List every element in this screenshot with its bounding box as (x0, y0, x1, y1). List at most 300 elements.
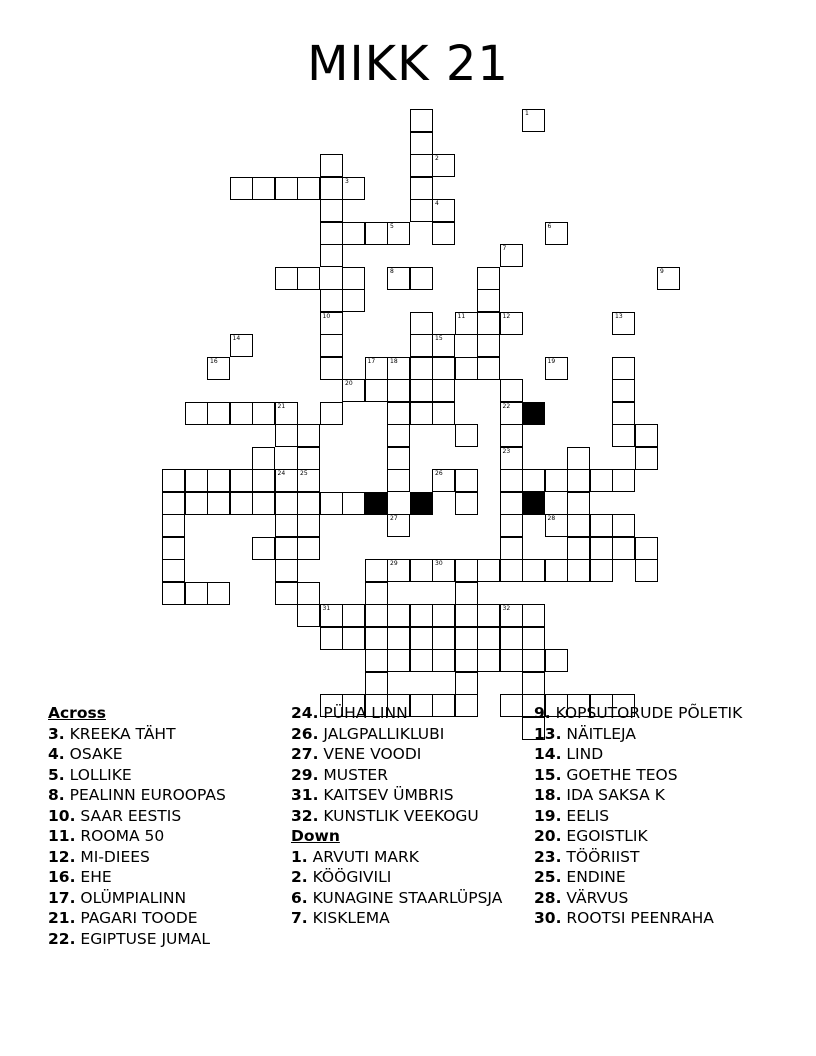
grid-cell[interactable] (522, 559, 545, 582)
clue-item-number: 8. (48, 786, 65, 804)
grid-cell[interactable] (657, 267, 680, 290)
clue-item-number: 21. (48, 909, 76, 927)
grid-cell[interactable] (207, 402, 230, 425)
grid-cell[interactable] (545, 514, 568, 537)
grid-cell[interactable] (500, 469, 523, 492)
grid-cell[interactable] (297, 514, 320, 537)
grid-cell[interactable] (410, 154, 433, 177)
grid-cell[interactable] (500, 559, 523, 582)
clue-item (534, 867, 764, 888)
clue-item (48, 847, 278, 868)
clue-item-text: SAAR EESTIS (75, 806, 182, 825)
clue-item (534, 847, 764, 868)
grid-cell[interactable] (252, 402, 275, 425)
grid-cell[interactable] (432, 379, 455, 402)
grid-cell[interactable] (342, 222, 365, 245)
grid-cell[interactable] (320, 402, 343, 425)
grid-cell[interactable] (567, 492, 590, 515)
clue-item (534, 765, 764, 786)
clue-item-number: 18. (534, 786, 562, 804)
grid-cell[interactable] (320, 244, 343, 267)
grid-cell[interactable] (252, 447, 275, 470)
clue-item-text: PEALINN EUROOPAS (64, 786, 226, 804)
grid-cell[interactable] (635, 447, 658, 470)
block-cell (522, 492, 545, 515)
down-heading: Down (291, 827, 340, 845)
clue-number: 23 (502, 447, 511, 455)
grid-cell[interactable] (410, 627, 433, 650)
clue-item-text: MI-DIEES (75, 847, 150, 866)
grid-cell[interactable] (297, 177, 320, 200)
grid-cell[interactable] (387, 604, 410, 627)
grid-cell[interactable] (387, 447, 410, 470)
grid-cell[interactable] (365, 222, 388, 245)
clue-number: 1 (525, 110, 529, 117)
grid-cell[interactable] (410, 559, 433, 582)
grid-cell[interactable] (455, 672, 478, 695)
clue-item-number: 13. (534, 724, 562, 743)
grid-cell[interactable] (387, 379, 410, 402)
clue-item-text: ROOMA 50 (75, 827, 165, 845)
grid-cell[interactable] (387, 222, 410, 245)
clue-item (48, 826, 278, 847)
clue-item-number: 5. (48, 765, 65, 784)
grid-cell[interactable] (207, 357, 230, 380)
clue-item-text: KISKLEMA (307, 909, 390, 927)
grid-cell[interactable] (612, 357, 635, 380)
grid-cell[interactable] (320, 492, 343, 515)
grid-cell[interactable] (320, 334, 343, 357)
grid-cell[interactable] (387, 559, 410, 582)
grid-cell[interactable] (365, 357, 388, 380)
grid-cell[interactable] (612, 514, 635, 537)
clue-item-text: ENDINE (561, 868, 626, 886)
grid-cell[interactable] (455, 604, 478, 627)
grid-cell[interactable] (500, 379, 523, 402)
clue-item-number: 9. (534, 704, 551, 722)
grid-cell[interactable] (567, 447, 590, 470)
grid-cell[interactable] (297, 537, 320, 560)
grid-cell[interactable] (387, 514, 410, 537)
clue-item-text: GOETHE TEOS (561, 765, 678, 784)
clue-item-number: 1. (291, 847, 308, 866)
grid-cell[interactable] (477, 334, 500, 357)
clue-item-text: EGOISTLIK (561, 827, 648, 845)
grid-cell[interactable] (612, 312, 635, 335)
grid-cell[interactable] (230, 469, 253, 492)
grid-cell[interactable] (545, 559, 568, 582)
grid-cell[interactable] (252, 469, 275, 492)
clue-item-number: 6. (291, 888, 308, 907)
clue-item-number: 14. (534, 745, 562, 763)
clue-number: 3 (345, 177, 349, 185)
grid-cell[interactable] (342, 627, 365, 650)
clue-item-text: ROOTSI PEENRAHA (561, 909, 714, 927)
clue-item-text: VENE VOODI (318, 745, 422, 763)
clue-item (48, 908, 278, 929)
grid-cell[interactable] (410, 402, 433, 425)
grid-cell[interactable] (162, 537, 185, 560)
grid-cell[interactable] (185, 469, 208, 492)
grid-cell[interactable] (500, 244, 523, 267)
clue-item-number: 23. (534, 847, 562, 866)
grid-cell[interactable] (477, 312, 500, 335)
grid-cell[interactable] (252, 177, 275, 200)
grid-cell[interactable] (365, 582, 388, 605)
clue-number: 11 (457, 312, 466, 320)
grid-cell[interactable] (230, 402, 253, 425)
clue-item-number: 3. (48, 724, 65, 743)
clue-item (291, 867, 521, 888)
grid-cell[interactable] (455, 469, 478, 492)
clue-number: 5 (390, 222, 394, 230)
grid-cell[interactable] (522, 604, 545, 627)
grid-cell[interactable] (342, 379, 365, 402)
grid-cell[interactable] (612, 379, 635, 402)
grid-cell[interactable] (500, 312, 523, 335)
grid-cell[interactable] (432, 649, 455, 672)
grid-cell[interactable] (275, 177, 298, 200)
clue-column-1 (48, 703, 278, 949)
grid-cell[interactable] (342, 604, 365, 627)
clue-item-text: KÖÖGIVILI (307, 868, 392, 886)
grid-cell[interactable] (567, 469, 590, 492)
grid-cell[interactable] (455, 582, 478, 605)
clue-item-number: 10. (48, 806, 76, 825)
clue-item (48, 806, 278, 827)
grid-cell[interactable] (365, 379, 388, 402)
clue-number: 30 (435, 560, 443, 567)
clue-item-text: NÄITLEJA (561, 724, 636, 743)
grid-cell[interactable] (365, 627, 388, 650)
grid-cell[interactable] (320, 222, 343, 245)
grid-cell[interactable] (252, 492, 275, 515)
clue-item (291, 847, 521, 868)
grid-cell[interactable] (410, 312, 433, 335)
clue-number: 15 (435, 335, 443, 342)
block-cell (522, 402, 545, 425)
grid-cell[interactable] (455, 312, 478, 335)
grid-cell[interactable] (522, 469, 545, 492)
grid-cell[interactable] (477, 289, 500, 312)
grid-cell[interactable] (635, 537, 658, 560)
grid-cell[interactable] (320, 357, 343, 380)
grid-cell[interactable] (500, 424, 523, 447)
clue-number: 6 (547, 222, 552, 230)
clue-item-number: 28. (534, 888, 562, 907)
grid-cell[interactable] (432, 222, 455, 245)
grid-cell[interactable] (410, 357, 433, 380)
grid-cell[interactable] (477, 604, 500, 627)
grid-cell[interactable] (410, 379, 433, 402)
grid-cell[interactable] (387, 469, 410, 492)
grid-cell[interactable] (410, 604, 433, 627)
clue-item (48, 724, 278, 745)
grid-cell[interactable] (545, 222, 568, 245)
grid-cell[interactable] (590, 469, 613, 492)
grid-cell[interactable] (477, 649, 500, 672)
grid-cell[interactable] (342, 177, 365, 200)
clue-item-number: 24. (291, 704, 319, 722)
grid-cell[interactable] (500, 604, 523, 627)
clue-item-text: VÄRVUS (561, 888, 629, 907)
clue-item-number: 7. (291, 909, 308, 927)
grid-cell[interactable] (162, 492, 185, 515)
clue-number: 17 (367, 357, 376, 365)
grid-cell[interactable] (522, 672, 545, 695)
clue-item-number: 20. (534, 827, 562, 845)
grid-cell[interactable] (207, 492, 230, 515)
puzzle-title: MIKK 21 (307, 36, 509, 92)
grid-cell[interactable] (342, 492, 365, 515)
clue-number: 27 (390, 515, 398, 522)
grid-cell[interactable] (365, 604, 388, 627)
grid-cell[interactable] (410, 177, 433, 200)
clue-number: 7 (502, 245, 507, 252)
clue-item-text: ARVUTI MARK (307, 847, 419, 866)
clue-item (48, 744, 278, 765)
block-cell (365, 492, 388, 515)
clue-item (291, 744, 521, 765)
clue-item-number: 15. (534, 765, 562, 784)
grid-cell[interactable] (455, 559, 478, 582)
grid-cell[interactable] (432, 469, 455, 492)
grid-cell[interactable] (342, 267, 365, 290)
clue-item (534, 826, 764, 847)
clue-item (291, 765, 521, 786)
clue-item (534, 785, 764, 806)
clue-item-text: KREEKA TÄHT (64, 724, 176, 743)
grid-cell[interactable] (500, 492, 523, 515)
clue-item-number: 31. (291, 786, 319, 804)
grid-cell[interactable] (612, 469, 635, 492)
grid-cell[interactable] (365, 672, 388, 695)
clue-item (48, 867, 278, 888)
grid-cell[interactable] (185, 492, 208, 515)
clue-number: 24 (277, 470, 286, 477)
clue-column-3 (534, 703, 764, 929)
grid-cell[interactable] (387, 649, 410, 672)
grid-cell[interactable] (477, 627, 500, 650)
clue-column-2 (291, 703, 521, 929)
grid-cell[interactable] (297, 492, 320, 515)
grid-cell[interactable] (297, 582, 320, 605)
grid-cell[interactable] (590, 559, 613, 582)
grid-cell[interactable] (500, 649, 523, 672)
grid-cell[interactable] (320, 289, 343, 312)
clue-item (534, 744, 764, 765)
clue-number: 26 (435, 470, 443, 477)
grid-cell[interactable] (567, 514, 590, 537)
grid-cell[interactable] (545, 357, 568, 380)
grid-cell[interactable] (522, 649, 545, 672)
grid-cell[interactable] (477, 357, 500, 380)
grid-cell[interactable] (275, 582, 298, 605)
grid-cell[interactable] (297, 267, 320, 290)
clue-item (291, 806, 521, 827)
grid-cell[interactable] (275, 424, 298, 447)
grid-cell[interactable] (500, 514, 523, 537)
grid-cell[interactable] (387, 267, 410, 290)
grid-cell[interactable] (387, 424, 410, 447)
grid-cell[interactable] (500, 447, 523, 470)
grid-cell[interactable] (635, 424, 658, 447)
grid-cell[interactable] (275, 402, 298, 425)
clue-item-text: KAITSEV ÜMBRIS (318, 786, 454, 804)
grid-cell[interactable] (477, 267, 500, 290)
grid-cell[interactable] (320, 177, 343, 200)
grid-cell[interactable] (387, 357, 410, 380)
grid-cell[interactable] (365, 559, 388, 582)
grid-cell[interactable] (207, 469, 230, 492)
clue-item-text: LOLLIKE (64, 765, 132, 784)
clue-item-text: LIND (561, 745, 604, 763)
clue-number: 25 (300, 470, 308, 477)
clue-number: 21 (277, 402, 286, 410)
grid-cell[interactable] (477, 559, 500, 582)
grid-cell[interactable] (162, 559, 185, 582)
grid-cell[interactable] (410, 199, 433, 222)
clue-item-number: 32. (291, 806, 319, 825)
grid-cell[interactable] (612, 424, 635, 447)
grid-cell[interactable] (387, 402, 410, 425)
grid-cell[interactable] (207, 582, 230, 605)
grid-cell[interactable] (410, 649, 433, 672)
clue-number: 9 (660, 267, 664, 275)
grid-cell[interactable] (162, 514, 185, 537)
clue-item-number: 22. (48, 929, 76, 948)
clue-number: 13 (615, 312, 623, 320)
clue-item (48, 929, 278, 950)
grid-cell[interactable] (612, 402, 635, 425)
clue-number: 2 (435, 155, 439, 162)
clue-number: 4 (435, 200, 439, 207)
grid-cell[interactable] (275, 537, 298, 560)
clue-item (291, 888, 521, 909)
grid-cell[interactable] (612, 537, 635, 560)
grid-cell[interactable] (567, 559, 590, 582)
grid-cell[interactable] (500, 402, 523, 425)
grid-cell[interactable] (455, 357, 478, 380)
grid-cell[interactable] (275, 492, 298, 515)
clue-item-text: EELIS (561, 806, 610, 825)
clue-item-number: 17. (48, 888, 76, 907)
grid-cell[interactable] (185, 582, 208, 605)
grid-cell[interactable] (275, 559, 298, 582)
clue-item-number: 27. (291, 745, 319, 763)
clue-item-text: KUNSTLIK VEEKOGU (318, 806, 479, 825)
grid-cell[interactable] (432, 334, 455, 357)
block-cell (410, 492, 433, 515)
clue-number: 20 (345, 380, 353, 387)
clue-item (48, 785, 278, 806)
grid-cell[interactable] (432, 559, 455, 582)
grid-cell[interactable] (545, 469, 568, 492)
clue-number: 29 (390, 560, 398, 567)
grid-cell[interactable] (500, 627, 523, 650)
grid-cell[interactable] (297, 447, 320, 470)
clue-item-number: 16. (48, 868, 76, 886)
grid-cell[interactable] (432, 199, 455, 222)
clue-item-text: OSAKE (64, 745, 123, 763)
clue-item-text: EGIPTUSE JUMAL (75, 929, 211, 948)
grid-cell[interactable] (230, 492, 253, 515)
grid-cell[interactable] (320, 627, 343, 650)
clue-item (291, 785, 521, 806)
grid-cell[interactable] (230, 334, 253, 357)
grid-cell[interactable] (635, 559, 658, 582)
grid-cell[interactable] (455, 627, 478, 650)
clue-item (48, 888, 278, 909)
grid-cell[interactable] (230, 177, 253, 200)
clue-number: 19 (547, 357, 556, 365)
grid-cell[interactable] (342, 289, 365, 312)
grid-cell[interactable] (410, 267, 433, 290)
grid-cell[interactable] (590, 514, 613, 537)
grid-cell[interactable] (567, 537, 590, 560)
grid-cell[interactable] (432, 357, 455, 380)
grid-cell[interactable] (275, 514, 298, 537)
clue-item (291, 908, 521, 929)
grid-cell[interactable] (320, 199, 343, 222)
grid-cell[interactable] (320, 312, 343, 335)
grid-cell[interactable] (410, 334, 433, 357)
clue-number: 12 (502, 312, 511, 320)
clue-number: 14 (232, 335, 241, 342)
clue-number: 32 (502, 605, 511, 612)
grid-cell[interactable] (522, 627, 545, 650)
clue-item-number: 26. (291, 724, 319, 743)
grid-cell[interactable] (590, 537, 613, 560)
clue-number: 31 (322, 605, 331, 612)
grid-cell[interactable] (455, 649, 478, 672)
grid-cell[interactable] (185, 402, 208, 425)
grid-cell[interactable] (320, 604, 343, 627)
clue-item-text: MUSTER (318, 765, 388, 784)
clue-item-text: PÜHA LINN (318, 704, 408, 722)
grid-cell[interactable] (500, 537, 523, 560)
grid-cell[interactable] (545, 649, 568, 672)
grid-cell[interactable] (162, 469, 185, 492)
grid-cell[interactable] (275, 469, 298, 492)
clue-item (291, 703, 521, 724)
grid-cell[interactable] (432, 604, 455, 627)
grid-cell[interactable] (297, 469, 320, 492)
grid-cell[interactable] (410, 132, 433, 155)
grid-cell[interactable] (410, 109, 433, 132)
clue-item (48, 765, 278, 786)
clue-item-text: EHE (75, 868, 112, 886)
grid-cell[interactable] (387, 627, 410, 650)
clue-item-number: 25. (534, 868, 562, 886)
grid-cell[interactable] (522, 109, 545, 132)
grid-cell[interactable] (275, 267, 298, 290)
grid-cell[interactable] (432, 154, 455, 177)
grid-cell[interactable] (455, 424, 478, 447)
grid-cell[interactable] (320, 154, 343, 177)
grid-cell[interactable] (297, 604, 320, 627)
grid-cell[interactable] (297, 424, 320, 447)
grid-cell[interactable] (252, 537, 275, 560)
grid-cell[interactable] (432, 627, 455, 650)
grid-cell[interactable] (455, 492, 478, 515)
grid-cell[interactable] (432, 402, 455, 425)
across-heading: Across (48, 704, 106, 722)
grid-cell[interactable] (162, 582, 185, 605)
clue-item-text: JALGPALLIKLUBI (318, 724, 445, 743)
grid-cell[interactable] (365, 649, 388, 672)
clue-item-text: KOPSUTORUDE PÕLETIK (550, 704, 743, 722)
